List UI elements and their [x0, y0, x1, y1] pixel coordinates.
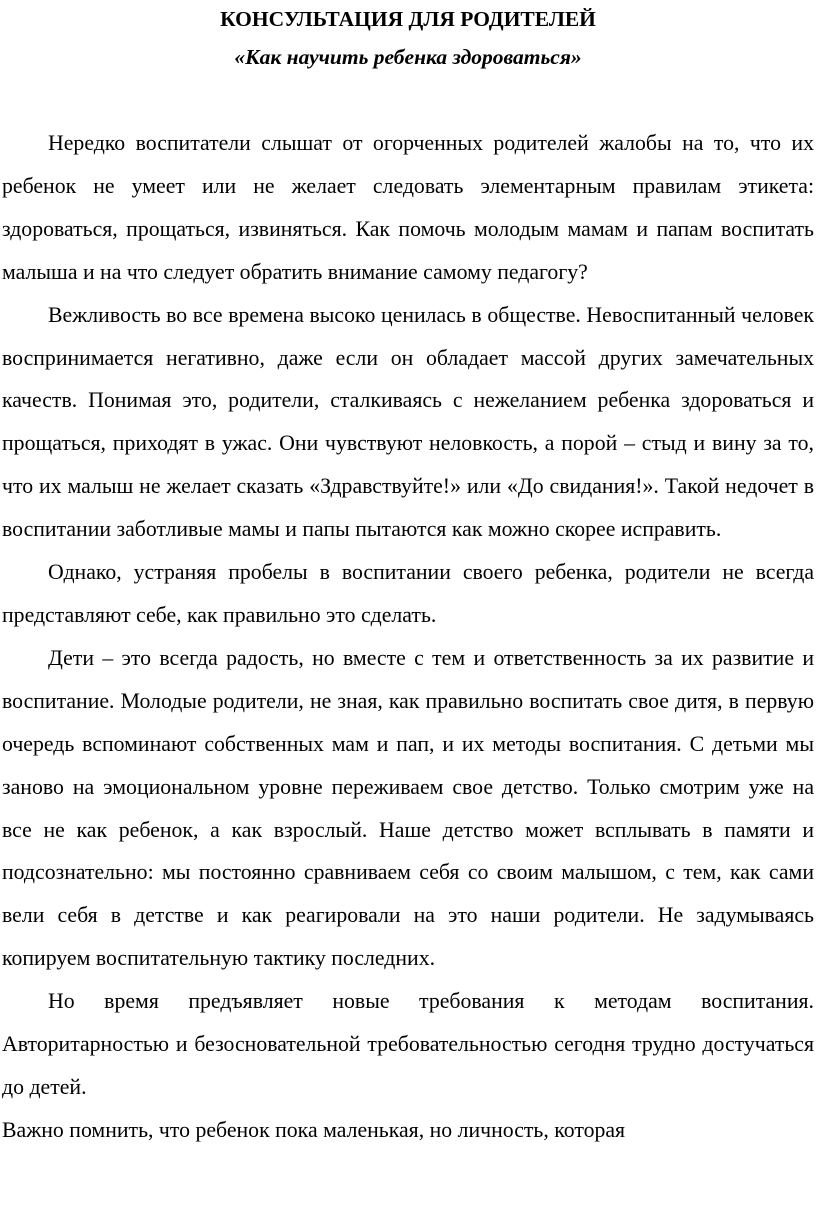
paragraph-new-requirements: Но время предъявляет новые требования к методам воспитания. Авторитарностью и безосновательной требовательностью сегодня трудно достучаться до детей.	[2, 989, 814, 1099]
paragraph-politeness: Вежливость во все времена высоко ценилась в обществе. Невоспитанный человек воспринимается негативно, даже если он обладает массой других замечательных качеств. Понимая это, родители, сталкиваясь с нежеланием ребенка здороваться и прощаться, приходят в ужас. Они чувствуют неловкость, а порой – стыд и вину за то, что их малыш не желает сказать «Здравствуйте!» или «До свидания!». Такой недочет в воспитании заботливые мамы и папы пытаются как можно скорее исправить.	[2, 302, 814, 542]
paragraph-children: Дети – это всегда радость, но вместе с тем и ответственность за их развитие и воспитание. Молодые родители, не зная, как правильно воспитать свое дитя, в первую очередь вспоминают собственных мам и пап, и их методы воспитания. С детьми мы заново на эмоциональном уровне переживаем свое детство. Только смотрим уже на все не как ребенок, а как взрослый. Наше детство может всплывать в памяти и подсознательно: мы постоянно сравниваем себя со своим малышом, с тем, как сами вели себя в детстве и как реагировали на это наши родители. Не задумываясь копируем воспитательную тактику последних.	[2, 645, 814, 971]
document-subtitle: «Как научить ребенка здороваться»	[234, 45, 582, 69]
paragraph-intro: Нередко воспитатели слышат от огорченных родителей жалобы на то, что их ребенок не умеет или не желает следовать элементарным правилам этикета: здороваться, прощаться, извиняться. Как помочь молодым мамам и папам воспитать малыша и на что следует обратить внимание самому педагогу?	[2, 131, 814, 284]
paragraph-gaps: Однако, устраняя пробелы в воспитании своего ребенка, родители не всегда представляют себе, как правильно это сделать.	[2, 560, 814, 627]
document-title: КОНСУЛЬТАЦИЯ ДЛЯ РОДИТЕЛЕЙ	[220, 7, 596, 31]
paragraph-final-line: Важно помнить, что ребенок пока маленькая, но личность, которая	[2, 1117, 626, 1142]
document-body	[2, 122, 814, 1152]
